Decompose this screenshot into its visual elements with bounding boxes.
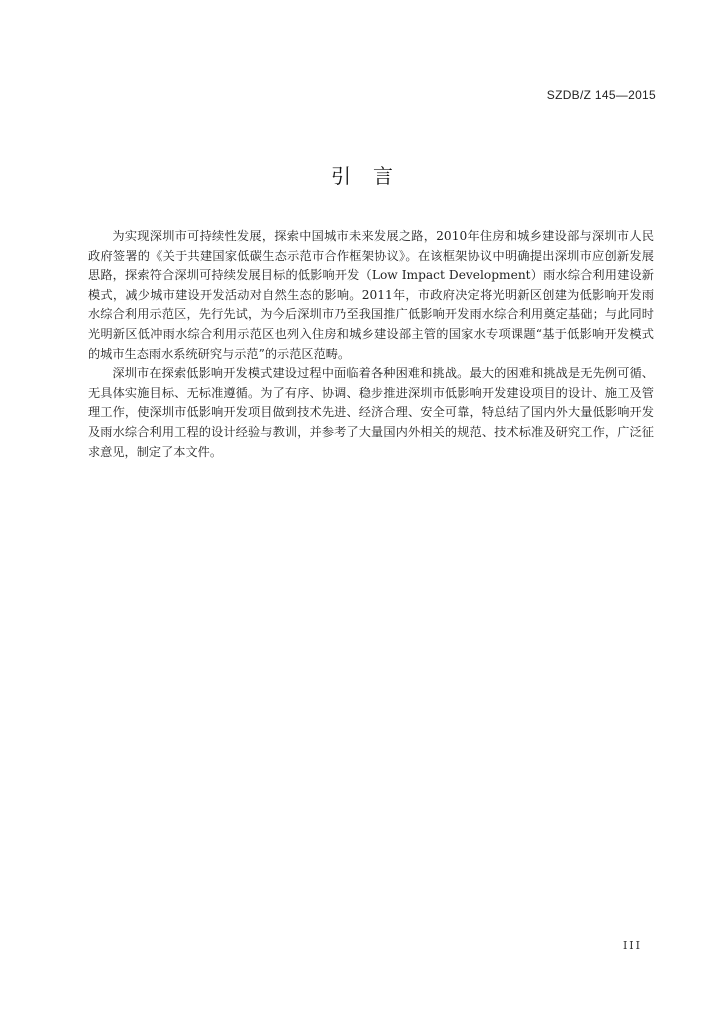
paragraph: 为实现深圳市可持续性发展，探索中国城市未来发展之路，2010年住房和城乡建设部与深圳市人民政府签署的《关于共建国家低碳生态示范市合作框架协议》。在该框架协议中明确提出深圳市应创新发展思路，探索符合深圳可持续发展目标的低影响开发（Low Impact Development）雨水综合利用建设新模式，减少城市建设开发活动对自然生态的影响。2011年，市政府决定将光明新区创建为低影响开发雨水综合利用示范区，先行先试，为今后深圳市乃至我国推广低影响开发雨水综合利用奠定基础；与此同时光明新区低冲雨水综合利用示范区也列入住房和城乡建设部主管的国家水专项课题“基于低影响开发模式的城市生态雨水系统研究与示范”的示范区范畴。 [88,229,654,361]
page-number: III [622,939,642,952]
section-title: 引言 [331,164,415,188]
standard-code: SZDB/Z 145—2015 [546,88,656,102]
paragraph: 深圳市在探索低影响开发模式建设过程中面临着各种困难和挑战。最大的困难和挑战是无先例可循、无具体实施目标、无标准遵循。为了有序、协调、稳步推进深圳市低影响开发建设项目的设计、施工及管理工作，使深圳市低影响开发项目做到技术先进、经济合理、安全可靠，特总结了国内外大量低影响开发及雨水综合利用工程的设计经验与教训，并参考了大量国内外相关的规范、技术标准及研究工作，广泛征求意见，制定了本文件。 [88,366,654,459]
body-text [88,227,654,462]
